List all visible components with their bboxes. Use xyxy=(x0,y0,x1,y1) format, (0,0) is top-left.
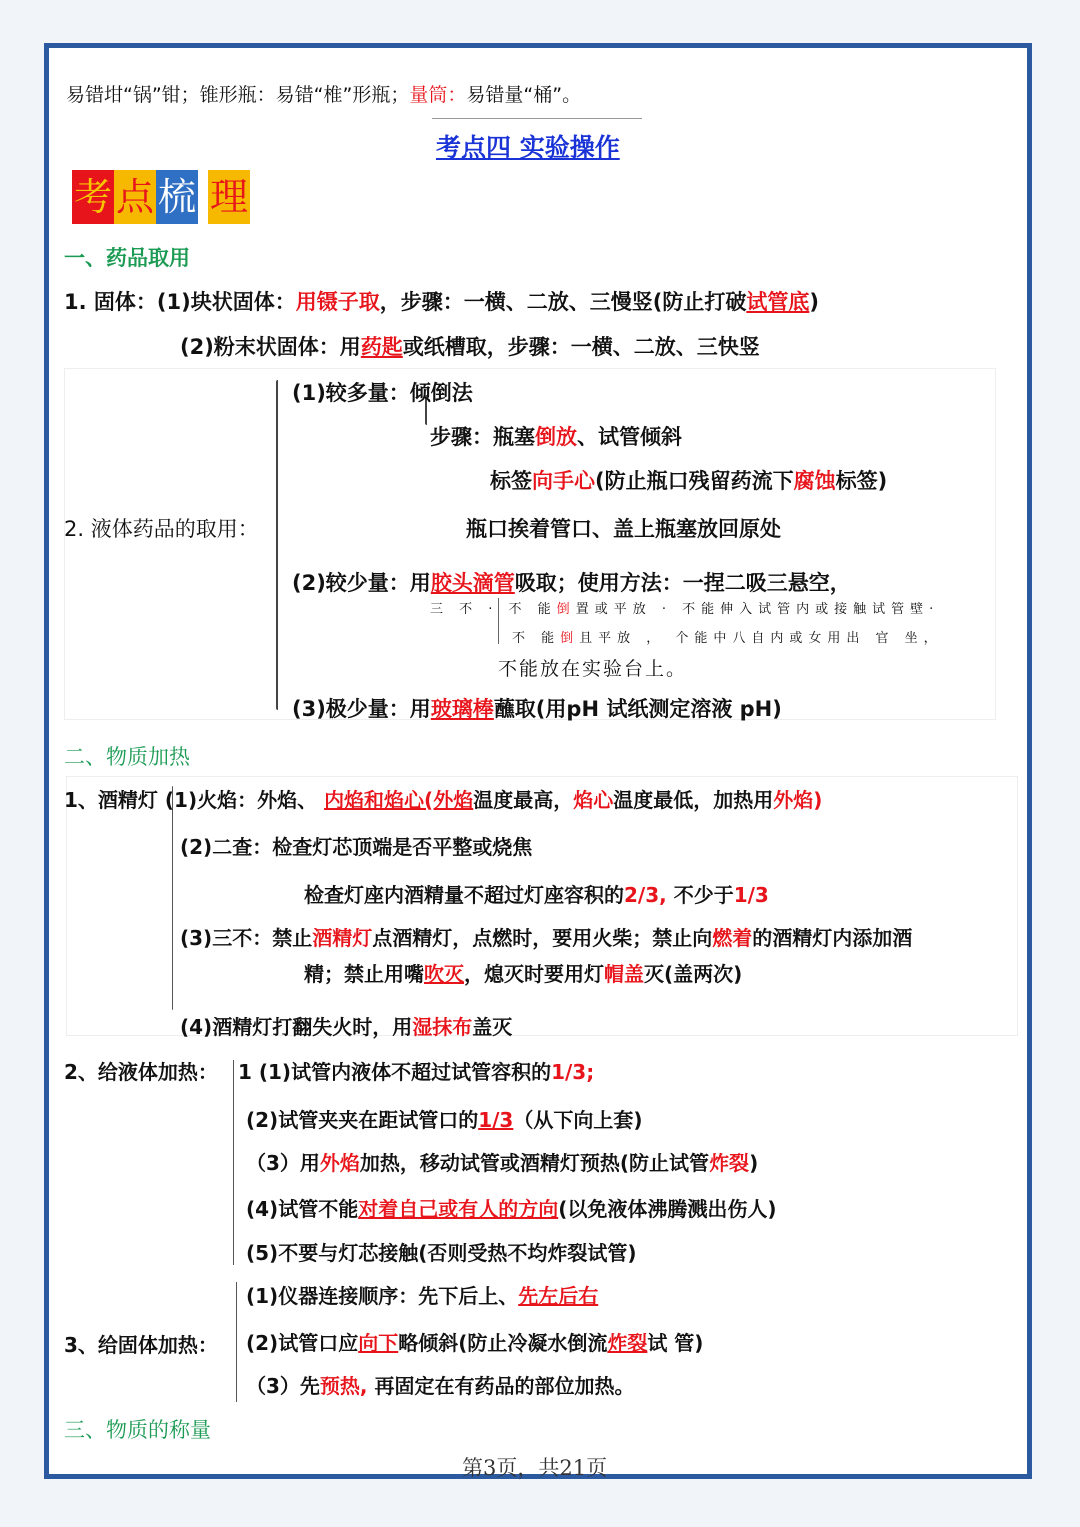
section-title: 考点四 实验操作 xyxy=(436,133,620,162)
heading-s1: 一、药品取用 xyxy=(64,246,190,270)
liquid-heat-label: 2、给液体加热： xyxy=(64,1060,218,1084)
banner-char-4: 理 xyxy=(208,170,250,224)
liquid-heat-3: （3）用外焰加热，移动试管或酒精灯预热(防止试管炸裂) xyxy=(246,1151,759,1175)
note-highlight: 量筒： xyxy=(409,84,467,106)
lamp-brace xyxy=(172,786,173,1010)
liquid-heat-2: (2)试管夹夹在距试管口的1/3（从下向上套) xyxy=(246,1108,643,1132)
solid-heat-label: 3、给固体加热： xyxy=(64,1333,218,1357)
solid-heat-2: (2)试管口应向下略倾斜(防止冷凝水倒流炸裂试 管) xyxy=(246,1331,704,1355)
liquid-heat-4: (4)试管不能对着自己或有人的方向(以免液体沸腾溅出伤人) xyxy=(246,1197,777,1221)
solid-line-2: (2)粉末状固体：用药匙或纸槽取，步骤：一横、二放、三快竖 xyxy=(180,335,760,359)
liquid-step3: 瓶口挨着管口、盖上瓶塞放回原处 xyxy=(466,517,781,541)
page-footer: 第3页，共21页 xyxy=(462,1456,608,1480)
title-rule xyxy=(432,118,642,119)
liquid-heat-brace xyxy=(233,1060,234,1265)
liquid-step2: 标签向手心(防止瓶口残留药流下腐蚀标签) xyxy=(490,469,888,493)
banner xyxy=(72,170,250,226)
banner-char-1: 考 xyxy=(72,170,114,224)
lamp-flame: 1、酒精灯 (1)火焰：外焰、 内焰和焰心(外焰温度最高，焰心温度最低，加热用外焰) xyxy=(64,788,823,812)
liquid-step1: 步骤：瓶塞倒放、试管倾斜 xyxy=(430,425,682,449)
heading-s3: 三、物质的称量 xyxy=(64,1418,211,1442)
note-text-end: 易错量“桶”。 xyxy=(466,84,582,106)
lamp-check-1: (2)二查：检查灯芯顶端是否平整或烧焦 xyxy=(180,835,533,859)
lamp-no-1: (3)三不：禁止酒精灯点酒精灯，点燃时，要用火柴；禁止向燃着的酒精灯内添加酒 xyxy=(180,926,913,950)
note-text: 易错坩“锅”钳；锥形瓶：易错“椎”形瓶； xyxy=(66,84,410,106)
banner-char-2: 点 xyxy=(114,170,156,224)
solid-heat-3: （3）先预热, 再固定在有药品的部位加热。 xyxy=(246,1374,635,1398)
lamp-fire: (4)酒精灯打翻失火时，用湿抹布盖灭 xyxy=(180,1015,513,1039)
dropper-rule-3: 不能放在实验台上。 xyxy=(498,658,688,680)
liquid-heat-5: (5)不要与灯芯接触(否则受热不均炸裂试管) xyxy=(246,1241,637,1265)
liquid-brace xyxy=(276,380,278,710)
liquid-less: (2)较少量：用胶头滴管吸取；使用方法：一捏二吸三悬空， xyxy=(292,571,851,595)
liquid-more: (1)较多量：倾倒法 xyxy=(292,381,473,405)
heading-s2: 二、物质加热 xyxy=(64,745,190,769)
banner-char-3: 梳 xyxy=(156,170,198,224)
dropper-rule-1: 三 不 · 不 能倒置或平放 · 不能伸入试管内或接触试管壁· xyxy=(430,602,940,617)
solid-line-1: 1. 固体：(1)块状固体：用镊子取，步骤：一横、二放、三慢竖(防止打破试管底) xyxy=(64,290,819,314)
dropper-rule-2: 不 能倒且平放 ， 个能中八自内或女用出 官 坐， xyxy=(512,631,943,646)
liquid-least: (3)极少量：用玻璃棒蘸取(用pH 试纸测定溶液 pH) xyxy=(292,697,782,721)
solid-heat-1: (1)仪器连接顺序：先下后上、先左后右 xyxy=(246,1284,599,1308)
top-note xyxy=(66,80,581,107)
lamp-check-2: 检查灯座内酒精量不超过灯座容积的2/3, 不少于1/3 xyxy=(304,883,769,907)
liquid-label: 2. 液体药品的取用： xyxy=(64,517,259,541)
liquid-heat-1: 1 (1)试管内液体不超过试管容积的1/3; xyxy=(238,1060,595,1084)
lamp-no-2: 精；禁止用嘴吹灭，熄灭时要用灯帽盖灭(盖两次) xyxy=(304,962,743,986)
solid-heat-brace xyxy=(236,1282,237,1402)
